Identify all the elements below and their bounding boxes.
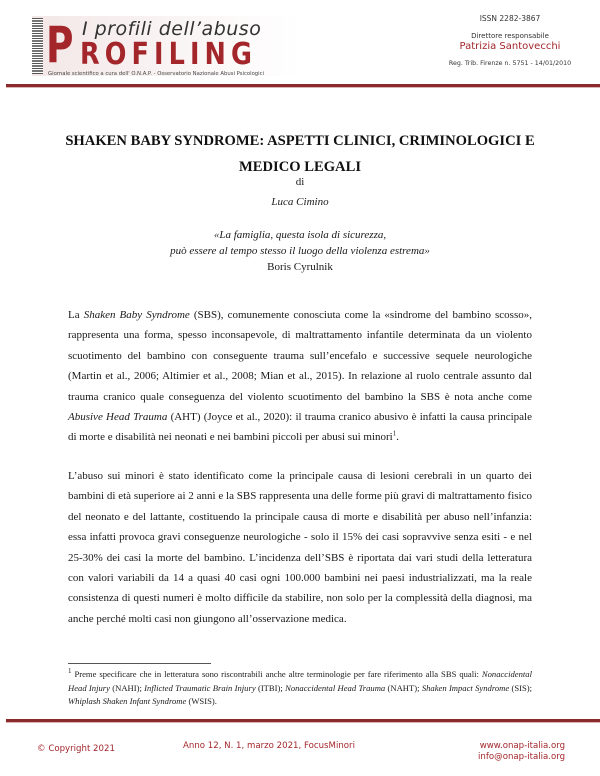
- registration: Reg. Trib. Firenze n. 5751 - 14/01/2010: [448, 60, 572, 67]
- logo-wordmark: ROFILING: [80, 37, 258, 72]
- footer-links: [478, 741, 565, 763]
- text-run: La: [68, 309, 84, 321]
- text-run: .: [396, 431, 399, 444]
- text-run: (WSIS).: [186, 696, 217, 707]
- paragraph-2: L’abuso sui minori è stato identificato come la principale causa di lesioni cerebrali in un quarto dei bambini di età superiore ai 2 anni e la SBS rappresenta una delle forme più gravi di maltrattamento fisico del neonato e del lattante, costituendo la principale causa di morte e disabilità per abuso nell’infanzia: essa infatti provoca gravi conseguenze neurologiche - solo il 15% dei casi sopravvive senza esiti - e nel 25-30% dei casi la morte del bambino. L’incidenza dell’SBS è riportata dai vari studi della letteratura con valori variabili da 14 a quasi 40 casi ogni 100.000 bambini nei paesi industrializzati, ma la reale consistenza di questi numeri è molto difficile da stabilire, non solo per la complessità della diagnosi, ma anche perché molti casi non giungono all’osservazione medica.: [68, 470, 532, 625]
- term-italic: Inflicted Traumatic Brain Injury: [144, 682, 256, 693]
- email-link[interactable]: info@onap-italia.org: [478, 752, 566, 762]
- term-italic: Whiplash Shaken Infant Syndrome: [68, 696, 187, 707]
- footnote-number: 1: [68, 667, 72, 676]
- text-run: (NAHI);: [109, 682, 145, 693]
- paragraph-1: [68, 305, 532, 448]
- issn: ISSN 2282-3867: [479, 14, 541, 23]
- epigraph: [60, 227, 540, 275]
- journal-header: [0, 0, 600, 90]
- text-run: (ITBI);: [255, 682, 286, 693]
- text-run: (AHT) (Joyce et al., 2020): il trauma cranico abusivo è infatti la causa principale di morte e disabilità nei neonati e nei bambini piccoli per abusi sui minori: [68, 411, 532, 444]
- footnote-divider: [68, 663, 211, 664]
- footer-divider-shadow: [6, 722, 600, 723]
- byline-di: di: [295, 176, 305, 188]
- term-italic: Nonaccidental Head Injury: [68, 669, 532, 693]
- text-run: (SIS);: [509, 682, 533, 693]
- logo-script-text: I profili dell’abuso: [82, 18, 262, 40]
- author-name: Luca Cimino: [271, 196, 329, 208]
- director-label: Direttore responsabile: [471, 32, 549, 40]
- website-link[interactable]: www.onap-italia.org: [479, 741, 566, 751]
- profiling-logo: [14, 14, 314, 78]
- text-run: (SBS), comunemente conosciuta come la «sindrome del bambino scosso», rappresenta una forma, spesso inconsapevole, di maltrattamento infantile determinata da un violento scuotimento del bambino con conseguente trauma sull’encefalo e successive sequele neurologiche (Martin et al., 2006; Altimier et al., 2008; Mian et al., 2015). In relazione al ruolo centrale assunto dal trauma cranico quale conseguenza del violento scuotimento del bambino la SBS è nota anche come: [68, 309, 532, 403]
- logo-initial: P: [46, 16, 74, 74]
- footnote-1: [68, 668, 532, 709]
- epigraph-attribution: Boris Cyrulnik: [267, 261, 333, 273]
- epigraph-line-1: «La famiglia, questa isola di sicurezza,: [213, 229, 387, 241]
- footnote-reference[interactable]: 1: [392, 429, 397, 438]
- text-run: (NAHT);: [385, 682, 422, 693]
- epigraph-line-2: può essere al tempo stesso il luogo della violenza estrema»: [170, 245, 430, 257]
- term-italic: Shaken Impact Syndrome: [421, 682, 510, 693]
- barcode-icon: [32, 18, 43, 74]
- director-name: Patrizia Santovecchi: [459, 41, 561, 52]
- text-run: Preme specificare che in letteratura sono riscontrabili anche altre terminologie per fare riferimento alla SBS quali:: [71, 669, 482, 679]
- logo-tagline: Giornale scientifico a cura dell' O.N.A.P. - Osservatorio Nazionale Abusi Psicologici: [48, 71, 265, 77]
- term-italic: Shaken Baby Syndrome: [83, 309, 190, 321]
- header-divider-shadow: [6, 87, 600, 88]
- term-italic: Nonaccidental Head Trauma: [285, 682, 386, 693]
- masthead-info: [420, 14, 600, 67]
- term-italic: Abusive Head Trauma: [68, 411, 168, 424]
- copyright: © Copyright 2021: [37, 744, 115, 754]
- issue-info: Anno 12, N. 1, marzo 2021, FocusMinori: [183, 741, 355, 751]
- article-title: SHAKEN BABY SYNDROME: ASPETTI CLINICI, CRIMINOLOGICI E MEDICO LEGALI: [65, 133, 535, 175]
